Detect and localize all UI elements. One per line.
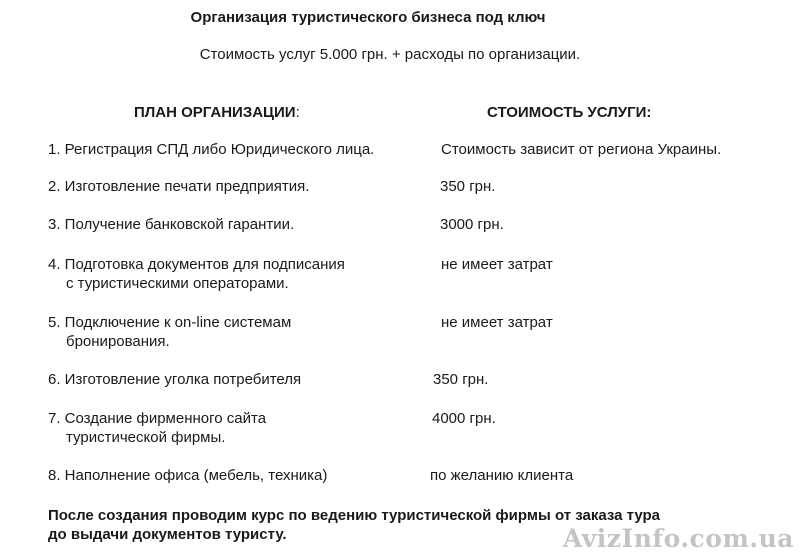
plan-item-text: 1. Регистрация СПД либо Юридического лица. [48, 141, 375, 158]
plan-header [134, 104, 300, 122]
plan-item-cost: 3000 грн. [440, 216, 504, 233]
plan-item-cost: не имеет затрат [441, 314, 553, 331]
plan-item-text: 5. Подключение к on-line системам [48, 314, 292, 331]
plan-header-colon: : [295, 104, 300, 121]
plan-item-text-cont: с туристическими операторами. [66, 275, 289, 292]
plan-item-cost: не имеет затрат [441, 256, 553, 273]
footer-line-1: После создания проводим курс по ведению туристической фирмы от заказа тура [48, 507, 661, 524]
plan-item-text: 2. Изготовление печати предприятия. [48, 178, 310, 195]
plan-item-text-cont: туристической фирмы. [66, 429, 226, 446]
plan-item-cost: 4000 грн. [432, 410, 496, 427]
plan-item-cost: 350 грн. [440, 178, 496, 195]
watermark-logo: AvizInfo.com.ua [562, 524, 794, 553]
plan-item-text: 6. Изготовление уголка потребителя [48, 371, 302, 388]
plan-item-cost: Стоимость зависит от региона Украины. [441, 141, 722, 158]
plan-header-text: ПЛАН ОРГАНИЗАЦИИ [134, 104, 296, 121]
document-title [0, 9, 736, 27]
footer-line-2: до выдачи документов туристу. [48, 526, 287, 543]
plan-item-text-cont: бронирования. [66, 333, 170, 350]
plan-item-text: 4. Подготовка документов для подписания [48, 256, 345, 273]
plan-item-text: 8. Наполнение офиса (мебель, техника) [48, 467, 328, 484]
cost-header: СТОИМОСТЬ УСЛУГИ: [487, 104, 652, 121]
subtitle: Стоимость услуг 5.000 грн. + расходы по организации. [199, 46, 581, 63]
plan-item-text: 7. Создание фирменного сайта [48, 410, 267, 427]
plan-item-text: 3. Получение банковской гарантии. [48, 216, 295, 233]
plan-item-cost: по желанию клиента [430, 467, 574, 484]
plan-item-cost: 350 грн. [433, 371, 489, 388]
title-text: Организация туристического бизнеса под ключ [190, 9, 546, 26]
